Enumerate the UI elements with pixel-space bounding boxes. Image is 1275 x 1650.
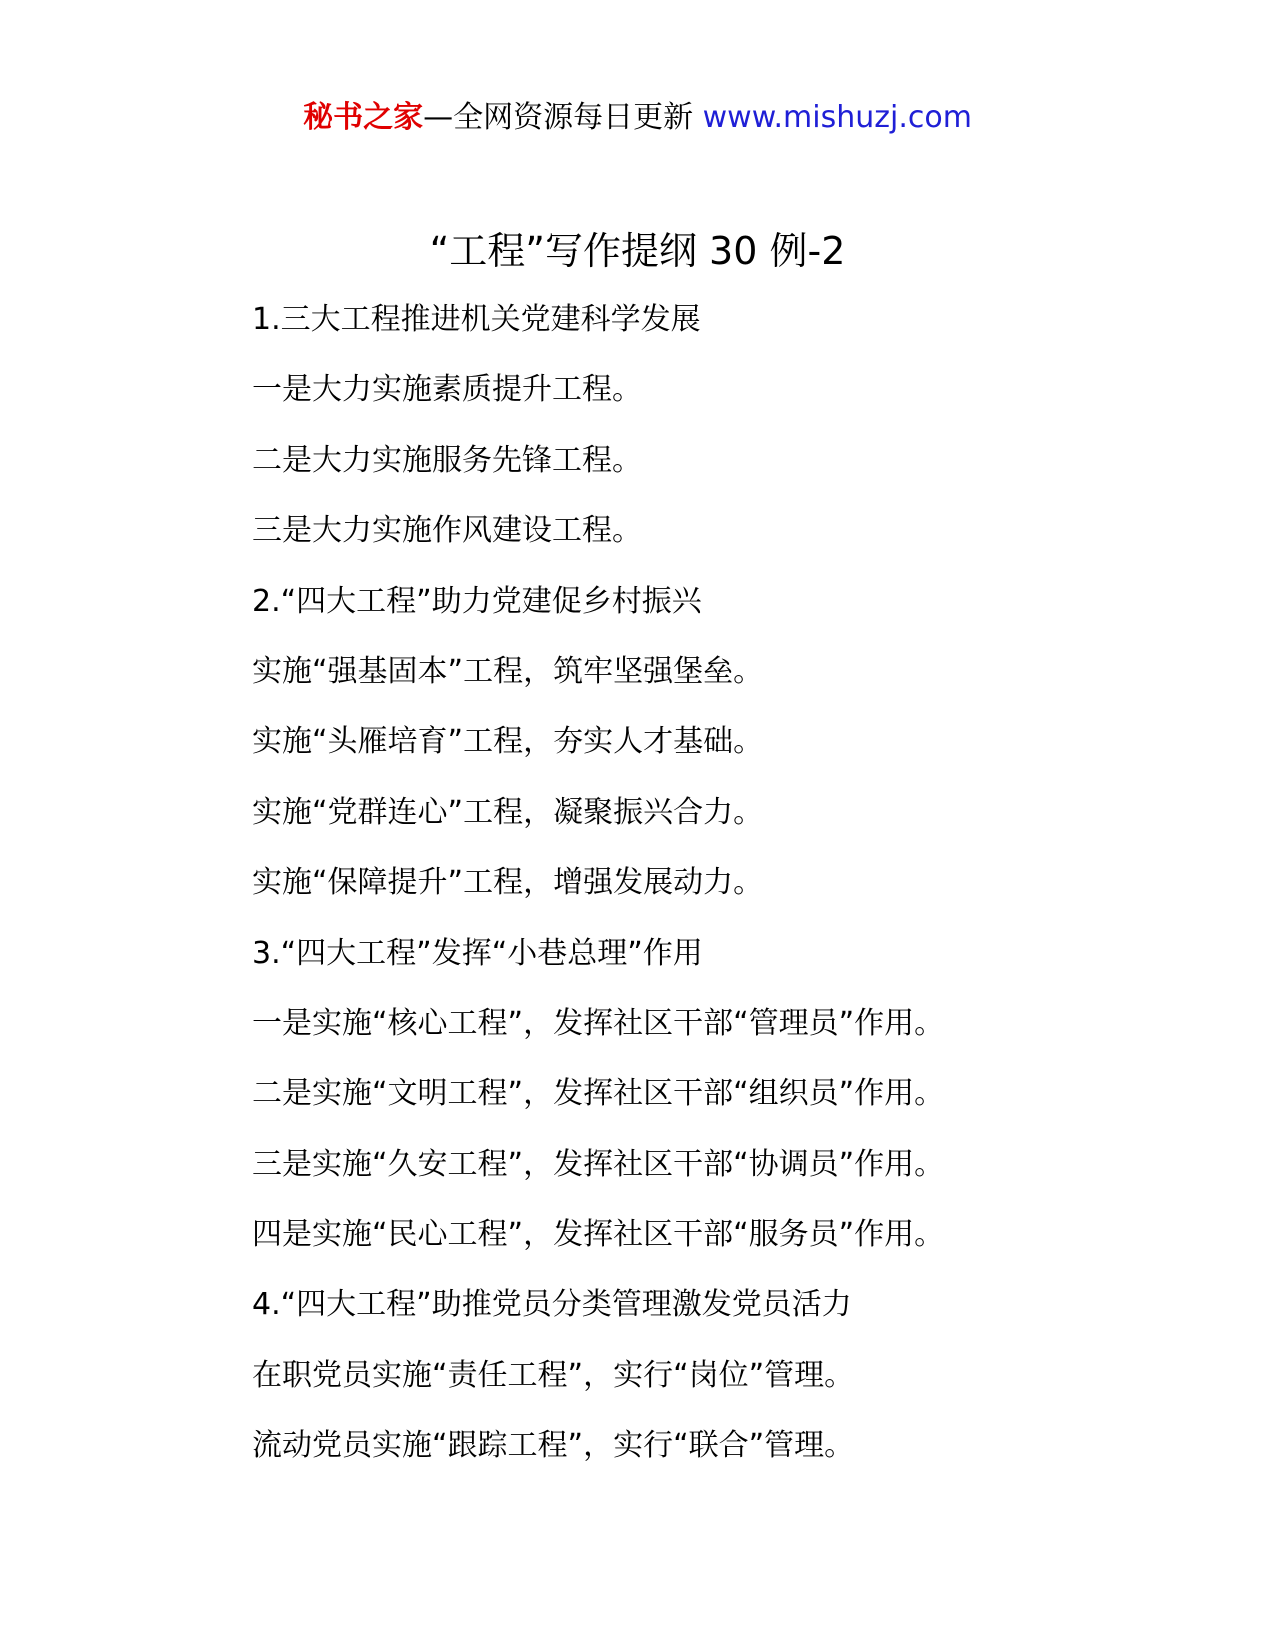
paragraph-line: 实施“强基固本”工程，筑牢坚强堡垒。 bbox=[252, 653, 764, 689]
paragraph-line: 二是实施“文明工程”，发挥社区干部“组织员”作用。 bbox=[252, 1076, 945, 1112]
paragraph-line: 实施“保障提升”工程，增强发展动力。 bbox=[252, 865, 764, 901]
paragraph-line: 四是实施“民心工程”，发挥社区干部“服务员”作用。 bbox=[252, 1217, 945, 1253]
section-heading-1: 1.三大工程推进机关党建科学发展 bbox=[252, 302, 701, 337]
section-heading-3: 3.“四大工程”发挥“小巷总理”作用 bbox=[252, 935, 703, 971]
header-slogan: —全网资源每日更新 bbox=[423, 100, 703, 135]
brand-name: 秘书之家 bbox=[303, 100, 424, 135]
paragraph-line: 三是大力实施作风建设工程。 bbox=[252, 513, 642, 549]
paragraph-line: 三是实施“久安工程”，发挥社区干部“协调员”作用。 bbox=[252, 1146, 945, 1182]
paragraph-line: 实施“党群连心”工程，凝聚振兴合力。 bbox=[252, 794, 764, 830]
paragraph-line: 在职党员实施“责任工程”，实行“岗位”管理。 bbox=[252, 1357, 855, 1393]
document-body bbox=[252, 300, 1252, 1497]
paragraph-line: 实施“头雁培育”工程，夯实人才基础。 bbox=[252, 724, 764, 760]
section-heading-2: 2.“四大工程”助力党建促乡村振兴 bbox=[252, 583, 702, 619]
paragraph-line: 一是大力实施素质提升工程。 bbox=[252, 372, 642, 408]
document-title: “工程”写作提纲 30 例-2 bbox=[429, 229, 846, 273]
paragraph-line: 二是大力实施服务先锋工程。 bbox=[252, 442, 642, 478]
site-header bbox=[0, 98, 1275, 138]
section-heading-4: 4.“四大工程”助推党员分类管理激发党员活力 bbox=[252, 1287, 852, 1323]
paragraph-line: 一是实施“核心工程”，发挥社区干部“管理员”作用。 bbox=[252, 1005, 945, 1041]
site-url-link[interactable]: www.mishuzj.com bbox=[702, 100, 972, 135]
paragraph-line: 流动党员实施“跟踪工程”，实行“联合”管理。 bbox=[252, 1428, 855, 1464]
